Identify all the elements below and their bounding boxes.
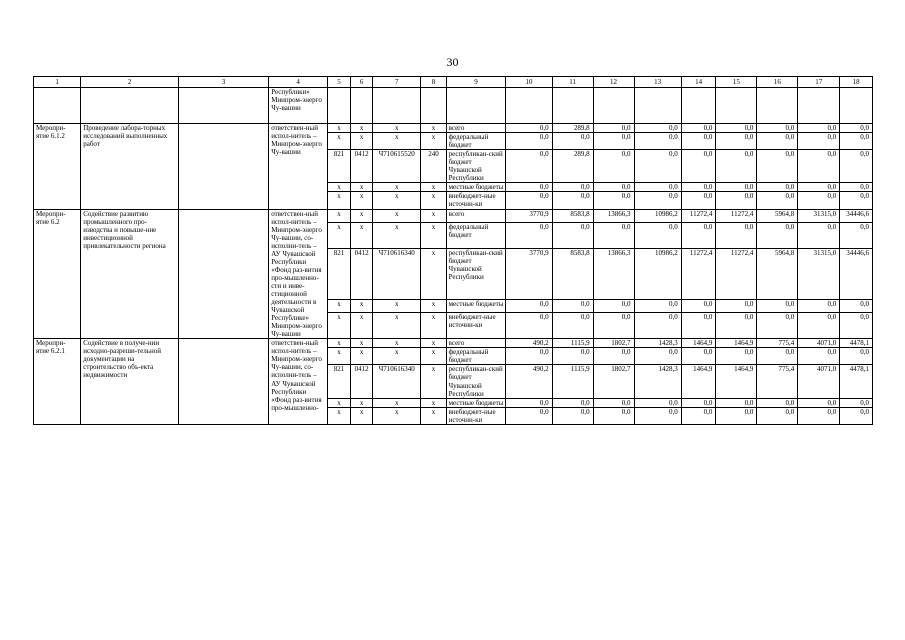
value-year-col-15: 0,0	[716, 407, 757, 424]
funding-source: внебюджет-ные источни-ки	[446, 313, 506, 339]
executor: ответствен-ный испол-нитель – Минпром-энерго Чу-вашии, со-исполни-тель – АУ Чувашской Республики «Фонд раз-вития про-мышленно-сти и инве-стиционной деятельности в Чувашской Республике» Минпром-энерго Чу-вашии	[269, 209, 328, 339]
value-year-col-15: 0,0	[716, 133, 757, 150]
activity-id: Меропри-ятие 6.2	[34, 209, 81, 339]
value-year-col-16: 775,4	[757, 339, 798, 348]
value-year-col-12: 13866,3	[593, 209, 634, 223]
value-year-col-13: 0,0	[634, 183, 681, 192]
value-year-col-13: 0,0	[634, 192, 681, 209]
value-year-col-17: 0,0	[798, 124, 840, 133]
value-year-col-18: 4478,1	[840, 365, 873, 398]
funding-source: федеральный бюджет	[446, 133, 506, 150]
value-year-col-12: 0,0	[593, 348, 634, 365]
value-year-col-18: 0,0	[840, 124, 873, 133]
value-year-col-14: 11272,4	[681, 209, 716, 223]
value-year-col-11: 0,0	[552, 407, 593, 424]
value-year-col-16: 0,0	[757, 398, 798, 407]
value-year-col-18: 0,0	[840, 407, 873, 424]
value-year-col-10: 0,0	[506, 398, 552, 407]
value-year-col-10: 0,0	[506, 299, 552, 313]
value-year-col-11: 8583,8	[552, 209, 593, 223]
value-year-col-16: 0,0	[757, 407, 798, 424]
value-year-col-15: 11272,4	[716, 209, 757, 223]
code-c5: 821	[327, 365, 350, 398]
table-row	[34, 209, 873, 223]
value-year-col-16: 0,0	[757, 192, 798, 209]
activity-name: Содействие в получе-нии исходно-разреши-тельной документации на строительство объ-екта недвижимости	[81, 339, 179, 424]
funding-source: местные бюджеты	[446, 299, 506, 313]
code-c7: х	[373, 299, 421, 313]
funding-source: федеральный бюджет	[446, 348, 506, 365]
header-row	[34, 77, 873, 88]
code-c7: Ч710615520	[373, 150, 421, 183]
funding-source: местные бюджеты	[446, 183, 506, 192]
value-year-col-17: 31315,0	[798, 209, 840, 223]
value-year-col-17: 31315,0	[798, 249, 840, 299]
code-c7: х	[373, 407, 421, 424]
value-year-col-10: 3770,9	[506, 209, 552, 223]
value-year-col-16: 0,0	[757, 223, 798, 249]
code-c7: х	[373, 209, 421, 223]
program-table	[33, 76, 873, 425]
value-year-col-18: 0,0	[840, 133, 873, 150]
value-year-col-11: 0,0	[552, 299, 593, 313]
value-year-col-14: 1464,9	[681, 365, 716, 398]
code-c8: х	[421, 313, 446, 339]
code-c6: х	[351, 209, 373, 223]
value-year-col-17: 0,0	[798, 150, 840, 183]
header-col-13: 13	[634, 77, 681, 88]
value-year-col-14: 0,0	[681, 192, 716, 209]
value-year-col-12: 0,0	[593, 407, 634, 424]
code-c6: х	[351, 339, 373, 348]
code-c7: х	[373, 183, 421, 192]
cell-c3	[178, 339, 268, 424]
value-year-col-12: 0,0	[593, 150, 634, 183]
value-year-col-18: 0,0	[840, 192, 873, 209]
value-year-col-10: 0,0	[506, 348, 552, 365]
header-col-8: 8	[421, 77, 446, 88]
activity-id: Меропри-ятие 6.1.2	[34, 124, 81, 209]
code-c6: х	[351, 348, 373, 365]
value-year-col-11: 1115,9	[552, 365, 593, 398]
value-year-col-15: 0,0	[716, 183, 757, 192]
value-year-col-17: 0,0	[798, 398, 840, 407]
value-year-col-17: 0,0	[798, 313, 840, 339]
value-year-col-13: 0,0	[634, 133, 681, 150]
cell-c1	[34, 88, 81, 124]
value-year-col-15: 0,0	[716, 348, 757, 365]
code-c5: х	[327, 339, 350, 348]
funding-source: местные бюджеты	[446, 398, 506, 407]
code-c8: х	[421, 348, 446, 365]
code-c5: х	[327, 133, 350, 150]
code-c8: 240	[421, 150, 446, 183]
cell-c3	[178, 209, 268, 339]
code-c5: х	[327, 209, 350, 223]
value-year-col-13: 0,0	[634, 124, 681, 133]
value-year-col-17: 0,0	[798, 407, 840, 424]
value-year-col-11: 0,0	[552, 192, 593, 209]
value-year-col-18: 0,0	[840, 299, 873, 313]
code-c6: х	[351, 183, 373, 192]
activity-name: Содействие развитию промышленного про-изводства и повыше-ние инвестиционной привлекательности региона	[81, 209, 179, 339]
value-year-col-14: 0,0	[681, 150, 716, 183]
continuation-row	[34, 88, 873, 124]
value-year-col-18: 4478,1	[840, 339, 873, 348]
funding-source: республикан-ский бюджет Чувашской Республики	[446, 249, 506, 299]
code-c5: 821	[327, 150, 350, 183]
value-year-col-15: 0,0	[716, 223, 757, 249]
value-year-col-18: 0,0	[840, 223, 873, 249]
executor: ответствен-ный испол-нитель – Минпром-энерго Чу-вашии	[269, 124, 328, 209]
value-year-col-13: 0,0	[634, 150, 681, 183]
header-col-18: 18	[840, 77, 873, 88]
value-year-col-10: 490,2	[506, 339, 552, 348]
code-c6: х	[351, 223, 373, 249]
value-year-col-11: 0,0	[552, 398, 593, 407]
value-year-col-17: 0,0	[798, 183, 840, 192]
code-c8: х	[421, 365, 446, 398]
code-c8: х	[421, 223, 446, 249]
code-c8: х	[421, 124, 446, 133]
code-c6: х	[351, 398, 373, 407]
code-c7: х	[373, 348, 421, 365]
value-year-col-14: 0,0	[681, 313, 716, 339]
value-year-col-12: 0,0	[593, 299, 634, 313]
value-year-col-11: 289,8	[552, 124, 593, 133]
value-year-col-11: 0,0	[552, 223, 593, 249]
code-c5: х	[327, 223, 350, 249]
code-c8: х	[421, 133, 446, 150]
funding-source: внебюджет-ные источни-ки	[446, 192, 506, 209]
value-year-col-12: 0,0	[593, 223, 634, 249]
value-year-col-16: 5964,8	[757, 249, 798, 299]
value-year-col-11: 289,8	[552, 150, 593, 183]
value-year-col-16: 0,0	[757, 183, 798, 192]
value-year-col-14: 0,0	[681, 299, 716, 313]
code-c6: х	[351, 407, 373, 424]
value-year-col-12: 0,0	[593, 192, 634, 209]
header-col-10: 10	[506, 77, 552, 88]
code-c5: х	[327, 183, 350, 192]
value-year-col-12: 0,0	[593, 398, 634, 407]
value-year-col-13: 1428,3	[634, 339, 681, 348]
code-c8: х	[421, 192, 446, 209]
code-c6: 0412	[351, 150, 373, 183]
value-year-col-15: 0,0	[716, 192, 757, 209]
code-c7: х	[373, 398, 421, 407]
header-col-7: 7	[373, 77, 421, 88]
value-year-col-16: 0,0	[757, 348, 798, 365]
header-col-15: 15	[716, 77, 757, 88]
value-year-col-13: 0,0	[634, 407, 681, 424]
code-c8: х	[421, 249, 446, 299]
code-c7: х	[373, 223, 421, 249]
value-year-col-13: 1428,3	[634, 365, 681, 398]
value-year-col-14: 0,0	[681, 223, 716, 249]
value-year-col-15: 0,0	[716, 299, 757, 313]
value-year-col-15: 1464,9	[716, 365, 757, 398]
header-col-9: 9	[446, 77, 506, 88]
value-year-col-18: 0,0	[840, 150, 873, 183]
code-c7: х	[373, 313, 421, 339]
value-year-col-13: 0,0	[634, 223, 681, 249]
code-c5: х	[327, 124, 350, 133]
funding-source: внебюджет-ные источни-ки	[446, 407, 506, 424]
header-col-16: 16	[757, 77, 798, 88]
value-year-col-12: 0,0	[593, 124, 634, 133]
value-year-col-14: 0,0	[681, 183, 716, 192]
code-c6: 0412	[351, 365, 373, 398]
table-row	[34, 339, 873, 348]
code-c5: 821	[327, 249, 350, 299]
header-col-11: 11	[552, 77, 593, 88]
value-year-col-10: 3770,9	[506, 249, 552, 299]
value-year-col-14: 1464,9	[681, 339, 716, 348]
code-c6: х	[351, 313, 373, 339]
header-col-5: 5	[327, 77, 350, 88]
header-col-6: 6	[351, 77, 373, 88]
code-c8: х	[421, 339, 446, 348]
code-c7: х	[373, 133, 421, 150]
code-c5: х	[327, 348, 350, 365]
value-year-col-12: 1802,7	[593, 365, 634, 398]
executor: ответствен-ный испол-нитель – Минпром-энерго Чу-вашии, со-исполни-тель – АУ Чувашской Республики «Фонд раз-вития про-мышленно-	[269, 339, 328, 424]
value-year-col-13: 10986,2	[634, 209, 681, 223]
value-year-col-17: 0,0	[798, 192, 840, 209]
value-year-col-12: 13866,3	[593, 249, 634, 299]
code-c6: х	[351, 192, 373, 209]
page-number: 30	[446, 55, 459, 69]
header-col-3: 3	[178, 77, 268, 88]
value-year-col-10: 0,0	[506, 133, 552, 150]
value-year-col-17: 0,0	[798, 299, 840, 313]
value-year-col-14: 0,0	[681, 407, 716, 424]
value-year-col-10: 0,0	[506, 313, 552, 339]
value-year-col-17: 0,0	[798, 348, 840, 365]
code-c6: х	[351, 133, 373, 150]
value-year-col-15: 11272,4	[716, 249, 757, 299]
code-c7: Ч710616340	[373, 249, 421, 299]
value-year-col-11: 0,0	[552, 183, 593, 192]
code-c6: х	[351, 124, 373, 133]
code-c7: х	[373, 339, 421, 348]
value-year-col-15: 0,0	[716, 313, 757, 339]
value-year-col-15: 0,0	[716, 150, 757, 183]
value-year-col-15: 0,0	[716, 124, 757, 133]
value-year-col-18: 34446,6	[840, 209, 873, 223]
value-year-col-10: 0,0	[506, 407, 552, 424]
value-year-col-18: 34446,6	[840, 249, 873, 299]
value-year-col-18: 0,0	[840, 398, 873, 407]
value-year-col-11: 8583,8	[552, 249, 593, 299]
value-year-col-14: 0,0	[681, 398, 716, 407]
code-c5: х	[327, 299, 350, 313]
code-c6: х	[351, 299, 373, 313]
value-year-col-13: 0,0	[634, 313, 681, 339]
header-col-17: 17	[798, 77, 840, 88]
funding-source: республикан-ский бюджет Чувашской Республики	[446, 150, 506, 183]
value-year-col-18: 0,0	[840, 313, 873, 339]
code-c7: х	[373, 124, 421, 133]
cell-c3	[178, 124, 268, 209]
activity-id: Меропри-ятие 6.2.1	[34, 339, 81, 424]
value-year-col-12: 0,0	[593, 133, 634, 150]
value-year-col-18: 0,0	[840, 183, 873, 192]
cell-executor: Республики» Минпром-энерго Чу-вашии	[269, 88, 328, 124]
value-year-col-13: 10986,2	[634, 249, 681, 299]
code-c5: х	[327, 407, 350, 424]
value-year-col-16: 0,0	[757, 299, 798, 313]
code-c5: х	[327, 398, 350, 407]
funding-source: всего	[446, 339, 506, 348]
table-row	[34, 124, 873, 133]
code-c5: х	[327, 192, 350, 209]
value-year-col-10: 0,0	[506, 183, 552, 192]
code-c8: х	[421, 398, 446, 407]
code-c8: х	[421, 183, 446, 192]
activity-name: Проведение лабора-торных исследований выполненных работ	[81, 124, 179, 209]
funding-source: федеральный бюджет	[446, 223, 506, 249]
funding-source: республикан-ский бюджет Чувашской Республики	[446, 365, 506, 398]
header-col-4: 4	[269, 77, 328, 88]
funding-source: всего	[446, 209, 506, 223]
value-year-col-16: 775,4	[757, 365, 798, 398]
value-year-col-14: 11272,4	[681, 249, 716, 299]
value-year-col-16: 5964,8	[757, 209, 798, 223]
code-c8: х	[421, 209, 446, 223]
value-year-col-10: 0,0	[506, 223, 552, 249]
value-year-col-10: 490,2	[506, 365, 552, 398]
cell-c2	[81, 88, 179, 124]
value-year-col-13: 0,0	[634, 348, 681, 365]
funding-source: всего	[446, 124, 506, 133]
value-year-col-16: 0,0	[757, 124, 798, 133]
code-c7: х	[373, 192, 421, 209]
value-year-col-18: 0,0	[840, 348, 873, 365]
value-year-col-12: 1802,7	[593, 339, 634, 348]
code-c5: х	[327, 313, 350, 339]
value-year-col-14: 0,0	[681, 124, 716, 133]
value-year-col-15: 0,0	[716, 398, 757, 407]
value-year-col-13: 0,0	[634, 398, 681, 407]
value-year-col-11: 0,0	[552, 133, 593, 150]
value-year-col-12: 0,0	[593, 183, 634, 192]
code-c6: 0412	[351, 249, 373, 299]
value-year-col-17: 0,0	[798, 133, 840, 150]
header-col-12: 12	[593, 77, 634, 88]
cell-c3	[178, 88, 268, 124]
value-year-col-14: 0,0	[681, 348, 716, 365]
value-year-col-13: 0,0	[634, 299, 681, 313]
value-year-col-16: 0,0	[757, 313, 798, 339]
header-col-1: 1	[34, 77, 81, 88]
value-year-col-11: 1115,9	[552, 339, 593, 348]
code-c7: Ч710616340	[373, 365, 421, 398]
value-year-col-10: 0,0	[506, 192, 552, 209]
value-year-col-17: 0,0	[798, 223, 840, 249]
value-year-col-15: 1464,9	[716, 339, 757, 348]
header-col-2: 2	[81, 77, 179, 88]
header-col-14: 14	[681, 77, 716, 88]
value-year-col-12: 0,0	[593, 313, 634, 339]
value-year-col-16: 0,0	[757, 133, 798, 150]
value-year-col-17: 4071,0	[798, 365, 840, 398]
value-year-col-11: 0,0	[552, 313, 593, 339]
value-year-col-10: 0,0	[506, 124, 552, 133]
value-year-col-16: 0,0	[757, 150, 798, 183]
code-c8: х	[421, 299, 446, 313]
code-c8: х	[421, 407, 446, 424]
value-year-col-14: 0,0	[681, 133, 716, 150]
value-year-col-11: 0,0	[552, 348, 593, 365]
value-year-col-17: 4071,0	[798, 339, 840, 348]
value-year-col-10: 0,0	[506, 150, 552, 183]
